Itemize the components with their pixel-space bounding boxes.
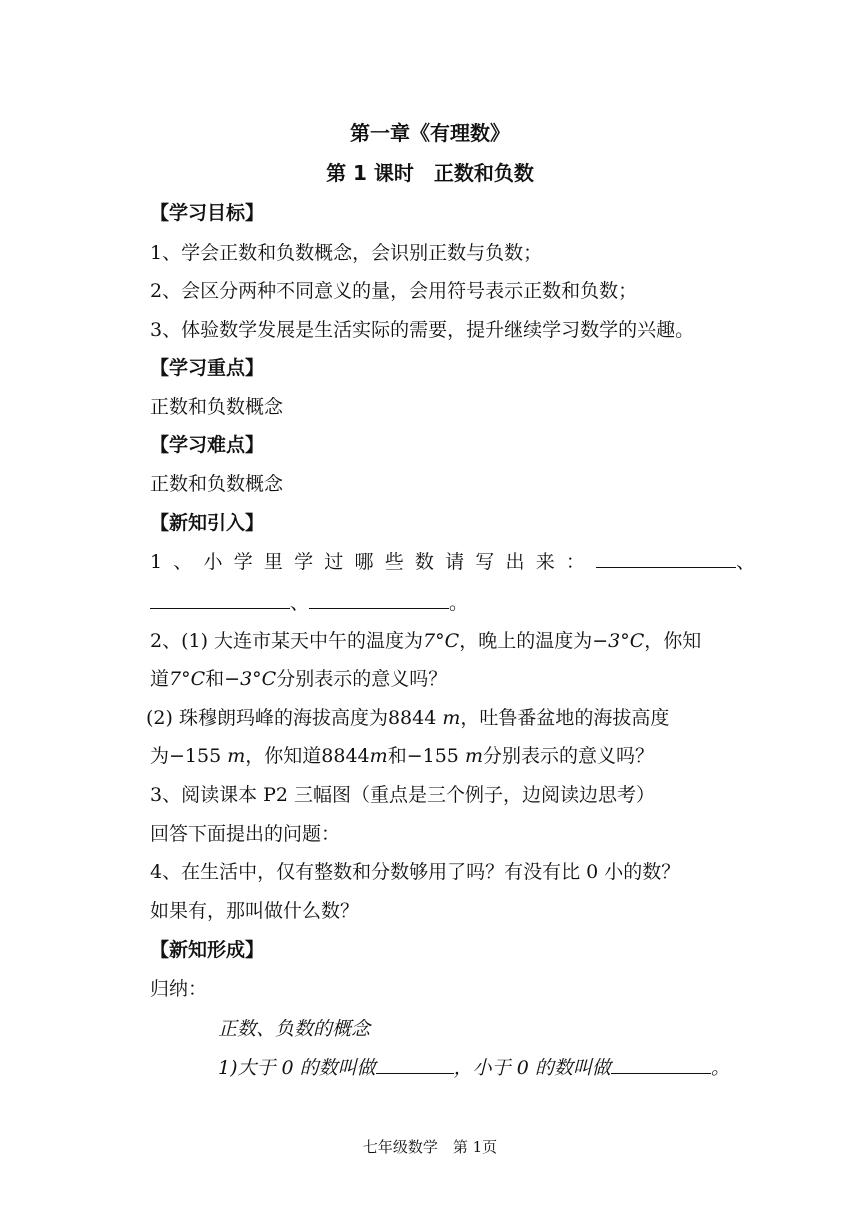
question-4-line-1: 4、在生活中，仅有整数和分数够用了吗？有没有比 0 小的数？ [150, 861, 681, 883]
question-text: ，吐鲁番盆地的海拔高度 [460, 707, 670, 729]
question-text: ，晚上的温度为 [459, 630, 593, 652]
temperature-value: −3°C [592, 630, 645, 652]
end-mark: 。 [710, 1057, 730, 1079]
concept-title: 正数、负数的概念 [218, 1018, 371, 1040]
question-text: ，你知 [644, 630, 702, 652]
question-text: ，你知道 [245, 745, 322, 767]
question-text: 和 [387, 745, 407, 767]
question-text: 分别表示的意义吗？ [276, 668, 448, 690]
question-2b-line-2 [150, 743, 654, 769]
unit-label: m [442, 707, 461, 729]
question-2b-line-1 [146, 705, 669, 731]
difficulty-text: 正数和负数概念 [150, 473, 284, 495]
unit-label: m [464, 745, 483, 767]
answer-blank[interactable] [611, 1055, 711, 1074]
goal-item: 3、体验数学发展是生活实际的需要，提升继续学习数学的兴趣。 [150, 319, 695, 341]
question-text: 和 [205, 668, 225, 690]
formation-heading: 【新知形成】 [150, 939, 265, 961]
question-text: 为 [150, 745, 170, 767]
question-text: 道 [150, 668, 170, 690]
altitude-value: −155 [406, 745, 459, 767]
altitude-value: −155 [169, 745, 222, 767]
goal-item: 2、会区分两种不同意义的量，会用符号表示正数和负数； [150, 280, 638, 302]
question-4-line-2: 如果有，那叫做什么数？ [150, 900, 360, 922]
concept-text: ，小于 0 的数叫做 [453, 1057, 611, 1079]
question-1-line-2 [150, 590, 468, 616]
question-1-line-1 [150, 549, 755, 575]
end-mark: 。 [449, 592, 469, 614]
separator: 、 [736, 551, 756, 573]
separator: 、 [290, 592, 310, 614]
answer-blank[interactable] [376, 1055, 454, 1074]
page-footer: 七年级数学 第 1页 [362, 1138, 498, 1156]
question-text: 分别表示的意义吗？ [482, 745, 654, 767]
altitude-value: 8844 [321, 745, 370, 767]
summary-label: 归纳： [150, 978, 208, 1000]
question-3-line-2: 回答下面提出的问题： [150, 823, 341, 845]
unit-label: m [227, 745, 246, 767]
question-1-prompt: 1、小学里学过哪些数请写出来： [150, 551, 597, 573]
answer-blank[interactable] [150, 590, 290, 609]
focus-heading: 【学习重点】 [150, 357, 265, 379]
question-text: (2) 珠穆朗玛峰的海拔高度为 [146, 707, 388, 729]
focus-text: 正数和负数概念 [150, 396, 284, 418]
goal-item: 1、学会正数和负数概念，会识别正数与负数； [150, 242, 543, 264]
temperature-value: −3°C [224, 668, 277, 690]
intro-heading: 【新知引入】 [150, 512, 265, 534]
question-2a-line-1 [150, 628, 701, 654]
question-3-line-1: 3、阅读课本 P2 三幅图（重点是三个例子，边阅读边思考） [150, 784, 656, 806]
temperature-value: 7°C [423, 630, 460, 652]
concept-text: 1)大于 0 的数叫做 [218, 1057, 376, 1079]
answer-blank[interactable] [596, 549, 736, 568]
question-2a-line-2 [150, 666, 447, 692]
question-text: 2、(1) 大连市某天中午的温度为 [150, 630, 424, 652]
answer-blank[interactable] [309, 590, 449, 609]
goals-heading: 【学习目标】 [150, 202, 265, 224]
chapter-title: 第一章《有理数》 [350, 121, 510, 145]
temperature-value: 7°C [169, 668, 206, 690]
concept-line [218, 1055, 730, 1081]
difficulty-heading: 【学习难点】 [150, 434, 265, 456]
altitude-value: 8844 [387, 707, 437, 729]
unit-label: m [369, 745, 388, 767]
lesson-title: 第 1 课时 正数和负数 [326, 161, 534, 185]
